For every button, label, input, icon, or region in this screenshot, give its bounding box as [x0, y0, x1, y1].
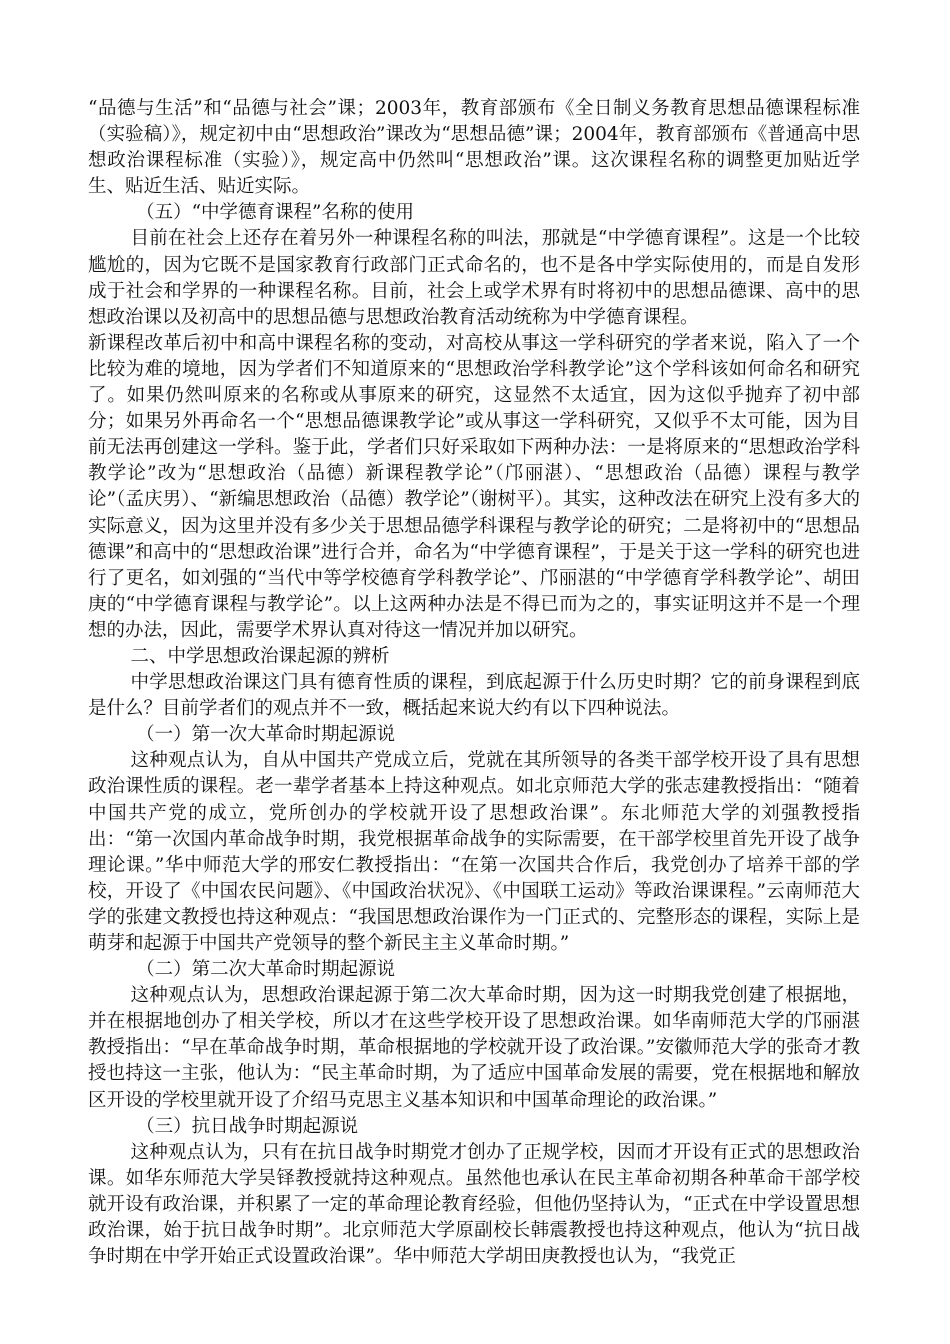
paragraph-second-revolution-view: 这种观点认为，思想政治课起源于第二次大革命时期，因为这一时期我党创建了根据地，并在根据地创办了相关学校，所以才在这些学校开设了思想政治课。如华南师范大学的邝丽湛教授指出：“早在革命战争时期，革命根据地的学校就开设了政治课。”安徽师范大学的张奇才教授也持这一主张，他认为：“民主革命时期，为了适应中国革命发展的需要，党在根据地和解放区开设的学校里就开设了介绍马克思主义基本知识和中国革命理论的政治课。”	[88, 985, 860, 1111]
paragraph-first-revolution-view: 这种观点认为，自从中国共产党成立后，党就在其所领导的各类干部学校开设了具有思想政治课性质的课程。老一辈学者基本上持这种观点。如北京师范大学的张志建教授指出：“随着中国共产党的成立，党所创办的学校就开设了思想政治课”。东北师范大学的刘强教授指出：“第一次国内革命战争时期，我党根据革命战争的实际需要，在干部学校里首先开设了战争理论课。”华中师范大学的邢安仁教授指出：“在第一次国共合作后，我党创办了培养干部的学校，开设了《中国农民问题》、《中国政治状况》、《中国联工运动》等政治课课程。”云南师范大学的张建文教授也持这种观点：“我国思想政治课作为一门正式的、完整形态的课程，实际上是萌芽和起源于中国共产党领导的整个新民主主义革命时期。”	[88, 750, 860, 954]
section-heading-anti-japanese-war: （三）抗日战争时期起源说	[136, 1115, 359, 1137]
section-heading-moral-education-name: （五）“中学德育课程”名称的使用	[136, 202, 415, 224]
paragraph-moral-education-course: 目前在社会上还存在着另外一种课程名称的叫法，那就是“中学德育课程”。这是一个比较尴尬的，因为它既不是国家教育行政部门正式命名的，也不是各中学实际使用的，而是自发形成于社会和学界的一种课程名称。目前，社会上或学术界有时将初中的思想品德课、高中的思想政治课以及初高中的思想品德与思想政治教育活动统称为中学德育课程。	[88, 228, 860, 328]
paragraph-curriculum-renaming: “品德与生活”和“品德与社会”课；2003年，教育部颁布《全日制义务教育思想品德课程标准（实验稿）》，规定初中由“思想政治”课改为“思想品德”课；2004年，教育部颁布《普通高中思想政治课程标准（实验）》，规定高中仍然叫“思想政治”课。这次课程名称的调整更加贴近学生、贴近生活、贴近实际。	[88, 98, 860, 198]
document-page	[88, 96, 860, 1270]
section-heading-first-revolution: （一）第一次大革命时期起源说	[136, 724, 396, 746]
paragraph-new-curriculum-reform: 新课程改革后初中和高中课程名称的变动，对高校从事这一学科研究的学者来说，陷入了一个比较为难的境地，因为学者们不知道原来的“思想政治学科教学论”这个学科该如何命名和研究了。如果仍然叫原来的名称或从事原来的研究，这显然不太适宜，因为这似乎抛弃了初中部分；如果另外再命名一个“思想品德课教学论”或从事这一学科研究，又似乎不太可能，因为目前无法再创建这一学科。鉴于此，学者们只好采取如下两种办法：一是将原来的“思想政治学科教学论”改为“思想政治（品德）新课程教学论”（邝丽湛）、“思想政治（品德）课程与教学论”（孟庆男）、“新编思想政治（品德）教学论”（谢树平）。其实，这种改法在研究上没有多大的实际意义，因为这里并没有多少关于思想品德学科课程与教学论的研究；二是将初中的“思想品德课”和高中的“思想政治课”进行合并，命名为“中学德育课程”，于是关于这一学科的研究也进行了更名，如刘强的“当代中等学校德育学科教学论”、邝丽湛的“中学德育学科教学论”、胡田庚的“中学德育课程与教学论”。以上这两种办法是不得已而为之的，事实证明这并不是一个理想的办法，因此，需要学术界认真对待这一情况并加以研究。	[88, 332, 860, 641]
section-heading-second-revolution: （二）第二次大革命时期起源说	[136, 959, 396, 981]
paragraph-origin-question: 中学思想政治课这门具有德育性质的课程，到底起源于什么历史时期？它的前身课程到底是什么？目前学者们的观点并不一致，概括起来说大约有以下四种说法。	[88, 672, 860, 720]
section-heading-origin-analysis: 二、中学思想政治课起源的辨析	[130, 645, 390, 667]
paragraph-anti-japanese-war-view: 这种观点认为，只有在抗日战争时期党才创办了正规学校，因而才开设有正式的思想政治课。如华东师范大学吴铎教授就持这种观点。虽然他也承认在民主革命初期各种革命干部学校就开设有政治课，并积累了一定的革命理论教育经验，但他仍坚持认为，“正式在中学设置思想政治课，始于抗日战争时期”。北京师范大学原副校长韩震教授也持这种观点，他认为“抗日战争时期在中学开始正式设置政治课”。华中师范大学胡田庚教授也认为，“我党正	[88, 1141, 860, 1268]
